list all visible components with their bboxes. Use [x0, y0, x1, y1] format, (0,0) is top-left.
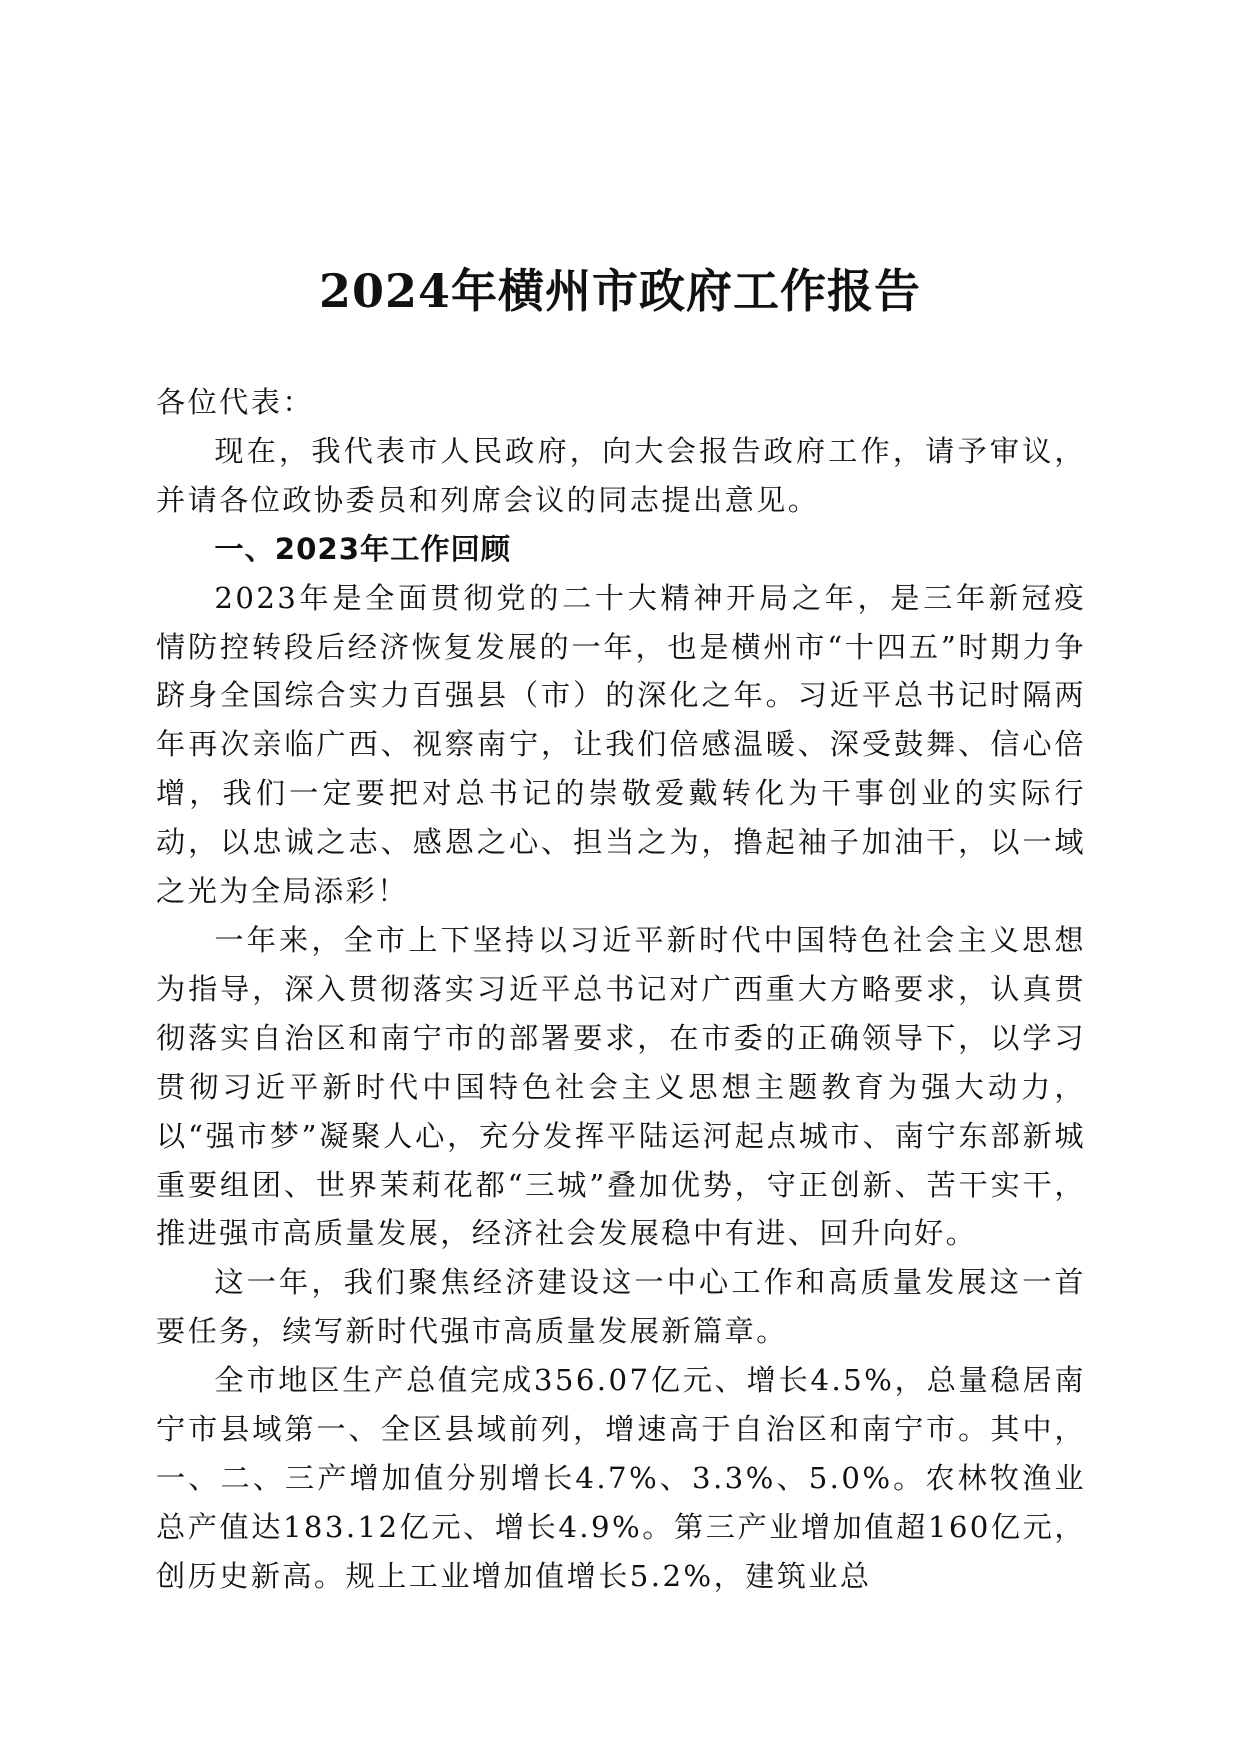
document-title: 2024年横州市政府工作报告	[318, 263, 922, 318]
paragraph-intro: 现在，我代表市人民政府，向大会报告政府工作，请予审议，并请各位政协委员和列席会议的同志提出意见。	[156, 433, 1086, 517]
document-body	[156, 378, 1086, 1601]
paragraph-gdp-statistics: 全市地区生产总值完成356.07亿元、增长4.5%，总量稳居南宁市县域第一、全区县域前列，增速高于自治区和南宁市。其中，一、二、三产增加值分别增长4.7%、3.3%、5.0%。农林牧渔业总产值达183.12亿元、增长4.9%。第三产业增加值超160亿元，创历史新高。规上工业增加值增长5.2%，建筑业总	[156, 1363, 1086, 1593]
paragraph-year-summary: 一年来，全市上下坚持以习近平新时代中国特色社会主义思想为指导，深入贯彻落实习近平总书记对广西重大方略要求，认真贯彻落实自治区和南宁市的部署要求，在市委的正确领导下，以学习贯彻习近平新时代中国特色社会主义思想主题教育为强大动力，以“强市梦”凝聚人心，充分发挥平陆运河起点城市、南宁东部新城重要组团、世界茉莉花都“三城”叠加优势，守正创新、苦干实干，推进强市高质量发展，经济社会发展稳中有进、回升向好。	[156, 922, 1086, 1251]
paragraph-economic-focus: 这一年，我们聚焦经济建设这一中心工作和高质量发展这一首要任务，续写新时代强市高质量发展新篇章。	[156, 1265, 1086, 1349]
section-heading: 一、2023年工作回顾	[214, 531, 511, 566]
paragraph-2023-overview: 2023年是全面贯彻党的二十大精神开局之年，是三年新冠疫情防控转段后经济恢复发展的一年，也是横州市“十四五”时期力争跻身全国综合实力百强县（市）的深化之年。习近平总书记时隔两年再次亲临广西、视察南宁，让我们倍感温暖、深受鼓舞、信心倍增，我们一定要把对总书记的崇敬爱戴转化为干事创业的实际行动，以忠诚之志、感恩之心、担当之为，撸起袖子加油干，以一域之光为全局添彩！	[156, 580, 1086, 909]
salutation: 各位代表：	[156, 385, 314, 419]
